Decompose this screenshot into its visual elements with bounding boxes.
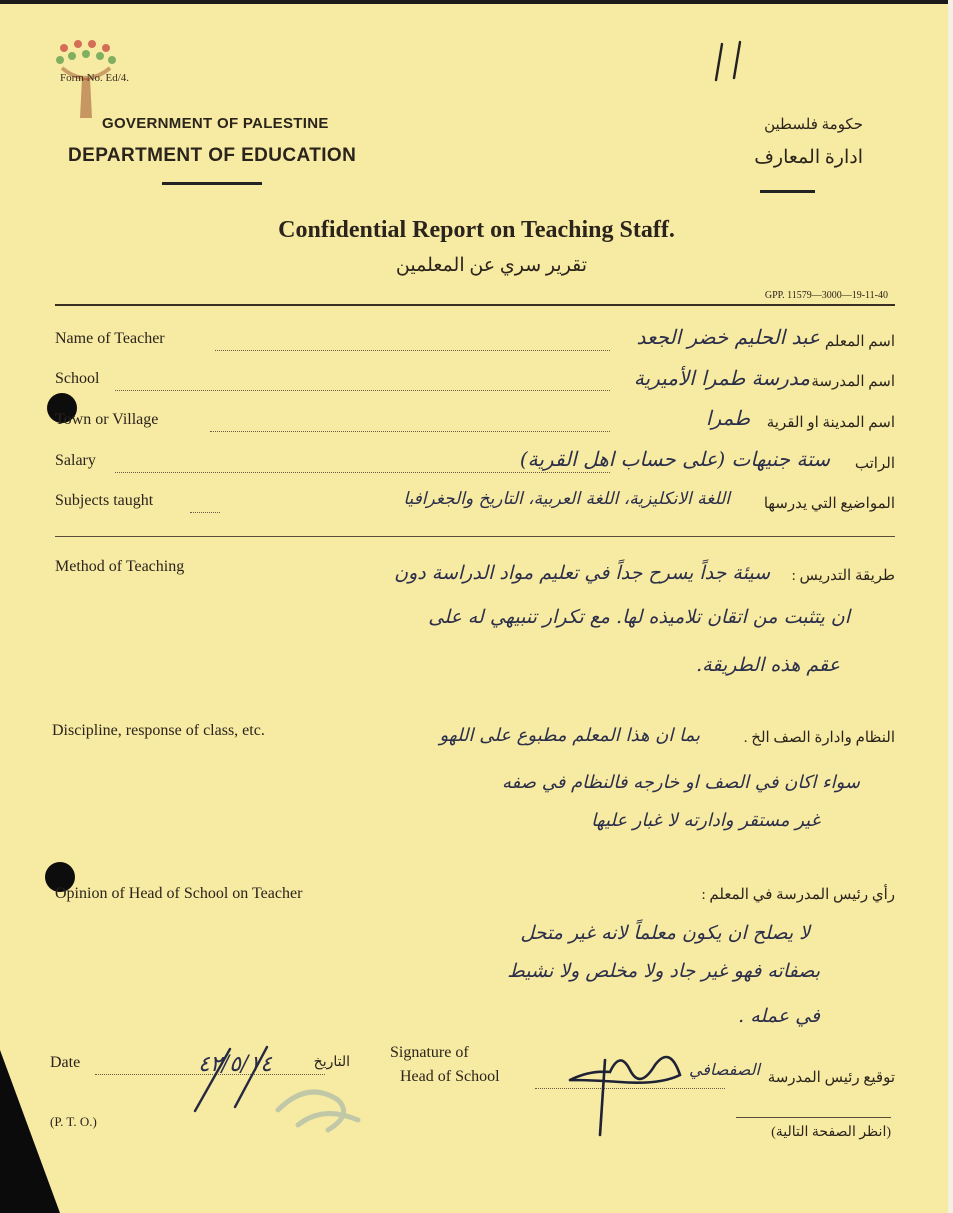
label-opinion-ar: رأي رئيس المدرسة في المعلم :	[701, 887, 895, 903]
label-subjects-en: Subjects taught	[55, 492, 154, 509]
opinion-text-line: لا يصلح ان يكون معلماً لانه غير متحل	[520, 922, 810, 944]
discipline-text-line: سواء اكان في الصف او خارجه فالنظام في صفه	[501, 772, 860, 793]
label-salary-en: Salary	[55, 452, 96, 469]
label-name-ar: اسم المعلم	[824, 334, 895, 350]
department-title-ar: ادارة المعارف	[754, 147, 863, 168]
pto-en: (P. T. O.)	[50, 1114, 97, 1129]
method-text-line: عقم هذه الطريقة.	[696, 654, 840, 676]
label-school-ar: اسم المدرسة	[811, 374, 895, 390]
label-subjects-ar: المواضيع التي يدرسها	[763, 496, 895, 512]
header-dash-left	[162, 182, 262, 185]
discipline-text-line: بما ان هذا المعلم مطبوع على اللهو	[439, 725, 700, 746]
print-code: GPP. 11579—3000—19-11-40	[764, 290, 888, 301]
salary-value: ستة جنيهات (على حساب اهل القرية)	[519, 447, 830, 471]
opinion-text-line: بصفاته فهو غير جاد ولا مخلص ولا نشيط	[507, 960, 820, 982]
label-town-en: Town or Village	[55, 411, 159, 428]
method-text-line: ان يتثبت من اتقان تلاميذه لها. مع تكرار تنبيهي له على	[428, 606, 850, 628]
school-value: مدرسة طمرا الأميرية	[633, 366, 810, 390]
label-discipline-en: Discipline, response of class, etc.	[52, 722, 265, 739]
opinion-text-line: في عمله .	[738, 1005, 820, 1027]
dotted-line	[215, 350, 610, 351]
label-town-ar: اسم المدينة او القرية	[766, 415, 895, 431]
page-number-mark	[708, 40, 758, 84]
label-signature-en-2: Head of School	[400, 1068, 500, 1085]
form-number: Form No. Ed/4.	[60, 72, 130, 84]
faded-stamp-mark	[268, 1070, 368, 1140]
label-opinion-en: Opinion of Head of School on Teacher	[55, 885, 303, 902]
label-salary-ar: الراتب	[854, 456, 895, 472]
label-method-en: Method of Teaching	[55, 558, 185, 575]
date-value: ٤٢/٥/١٤	[198, 1052, 272, 1077]
label-signature-en-1: Signature of	[390, 1044, 469, 1061]
pto-rule	[736, 1117, 891, 1118]
scan-top-edge	[0, 0, 953, 4]
method-text-line: سيئة جداً يسرح جداً في تعليم مواد الدراسة دون	[394, 562, 770, 584]
dotted-line	[190, 512, 220, 513]
label-name-en: Name of Teacher	[55, 330, 165, 347]
label-discipline-ar: النظام وادارة الصف الخ .	[743, 730, 895, 746]
government-title-ar: حكومة فلسطين	[764, 117, 863, 133]
label-date-ar: التاريخ	[313, 1055, 350, 1070]
teacher-name-value: عبد الحليم خضر الجعد	[636, 325, 820, 349]
header-dash-right	[760, 190, 815, 193]
label-method-ar: طريقة التدريس :	[791, 568, 895, 584]
discipline-text-line: غير مستقر وادارته لا غبار عليها	[591, 810, 820, 831]
report-title-en: Confidential Report on Teaching Staff.	[278, 217, 675, 243]
label-signature-ar: توقيع رئيس المدرسة	[767, 1070, 895, 1086]
signature-scribble	[560, 1040, 700, 1140]
scan-right-edge	[948, 0, 953, 1213]
label-date-en: Date	[50, 1054, 81, 1071]
pto-ar: (انظر الصفحة التالية)	[771, 1125, 891, 1140]
report-title-ar: تقرير سري عن المعلمين	[395, 255, 588, 276]
dotted-line	[210, 431, 610, 432]
town-value: طمرا	[705, 406, 750, 430]
dotted-line	[115, 390, 610, 391]
government-title-en: GOVERNMENT OF PALESTINE	[102, 115, 329, 132]
top-rule	[55, 304, 895, 306]
dotted-line	[115, 472, 610, 473]
department-title-en: DEPARTMENT OF EDUCATION	[68, 145, 357, 166]
section-rule	[55, 536, 895, 537]
label-school-en: School	[55, 370, 100, 387]
subjects-value: اللغة الانكليزية، اللغة العربية، التاريخ والجغرافيا	[403, 489, 730, 509]
signature-name: الصفصافي	[688, 1060, 760, 1079]
folded-corner-shadow	[0, 1050, 62, 1213]
